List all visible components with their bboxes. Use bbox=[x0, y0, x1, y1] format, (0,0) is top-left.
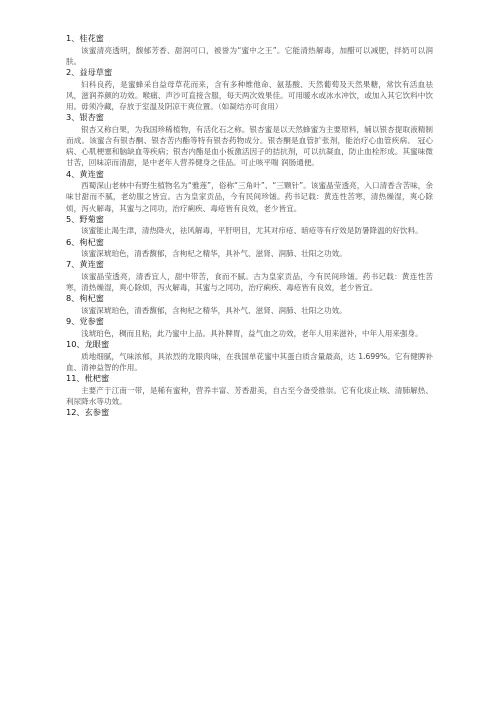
entry-title: 8、枸杞蜜 bbox=[66, 293, 104, 304]
entry-4 bbox=[66, 169, 433, 214]
entry-text: 该蜜深琥珀色，清香馥郁，含枸杞之精华，具补气、滋肾、润肺、壮阳之功效。 bbox=[81, 306, 347, 315]
entry-1 bbox=[66, 33, 433, 67]
entry-title: 1、桂花蜜 bbox=[66, 33, 104, 43]
entry-title: 2、益母草蜜 bbox=[66, 67, 113, 77]
entry-text: 妇科良药，是蜜蜂采自益母草花而来，含有多种维他命、氨基酸、天然葡萄及天然果糖，常饮有活血祛风，滋润养颜的功效。喉痛、声沙可直接含服，每天两次效果佳。可用暖水或冰水冲饮，或加入其它饮料中饮用。毋须冷藏，存放于室温及阴凉干爽位置。（如凝结亦可食用） bbox=[66, 79, 433, 111]
entry-text: 质地细腻，气味浓郁，具浓烈的龙眼肉味，在我国单花蜜中其蛋白质含量最高，达 1.699%。它有健脾补血、清神益智的作用。 bbox=[66, 351, 433, 372]
entry-5 bbox=[66, 214, 433, 237]
entry-title: 4、黄连蜜 bbox=[66, 168, 104, 179]
entry-title: 7、黄连蜜 bbox=[66, 259, 104, 270]
entry-12 bbox=[66, 407, 433, 419]
entry-6 bbox=[66, 237, 433, 260]
entry-text: 该蜜深琥珀色，清香馥郁，含枸杞之精华，具补气、滋肾、润肺、壮阳之功效。 bbox=[81, 249, 347, 259]
entry-text: 浅琥珀色，稠而且粘，此乃蜜中上品。具补脾胃，益气血之功效，老年人用来滋补，中年人用来强身。 bbox=[81, 328, 423, 338]
entry-11 bbox=[66, 373, 433, 407]
entry-9 bbox=[66, 316, 433, 339]
entry-text: 银杏又称白果，为我国珍稀植物，有活化石之称。银杏蜜是以天然蜂蜜为主要原料，辅以银杏提取液精制而成。该蜜含有银杏酮、银杏苦内酯等特有银杏药物成分。银杏酮是血管扩张剂，能治疗心血管疾病、 冠心病、心肌梗塞和脑缺血等疾病；银杏内酯是血小板激活因子的拮抗剂，可以抗凝血，防止血栓形成。其蜜味微甘苦，回味凉而清甜，是中老年人营养健身之佳品。可止咳平喘 润肠通便。 bbox=[66, 124, 433, 168]
entry-3 bbox=[66, 112, 433, 168]
entry-text: 主要产于江南一带，是稀有蜜种，营养丰富、芳香甜美，自古至今备受推崇。它有化痰止咳、清肺解热、利尿降水等功效。 bbox=[66, 385, 433, 406]
document-page bbox=[66, 33, 433, 419]
entry-7 bbox=[66, 259, 433, 293]
entry-text: 该蜜清亮透明，馥郁芳香、甜润可口，被誉为“蜜中之王”。它能清热解毒，加醋可以减肥，拌奶可以润肤。 bbox=[66, 45, 433, 66]
entry-title: 11、枇杷蜜 bbox=[66, 373, 110, 383]
entry-title: 5、野菊蜜 bbox=[66, 213, 104, 224]
entry-10 bbox=[66, 339, 433, 373]
entry-title: 12、玄参蜜 bbox=[66, 407, 110, 417]
entry-title: 9、党参蜜 bbox=[66, 316, 104, 327]
entry-title: 3、银杏蜜 bbox=[66, 112, 104, 123]
entry-2 bbox=[66, 67, 433, 112]
entry-title: 6、枸杞蜜 bbox=[66, 236, 104, 247]
entry-title: 10、龙眼蜜 bbox=[66, 339, 110, 349]
entry-text: 西蜀深山老林中有野生植物名为“雅莲”，俗称“三角叶”、“三颗针”。该蜜晶莹透亮，入口清香含苦味，余味甘甜而不腻，老幼服之皆宜。古为皇家贡品，今有民间珍馐。药书记载：黄连性苦寒，清热燥湿，爽心除烦，泻火解毒，其蜜与之同功，治疗痢疾、毒疮皆有良效，老少皆宜。 bbox=[66, 181, 433, 213]
entry-text: 该蜜能止渴生津，清热降火，祛风解毒，平肝明目，尤其对疖疮、暗疮等有疗效是防暑降温的好饮料。 bbox=[81, 226, 423, 236]
entry-8 bbox=[66, 293, 433, 316]
entry-text: 该蜜晶莹透亮，清香宜人，甜中带苦，食而不腻。古为皇家贡品，今有民间珍馐。药书记载：黄连性苦寒，清热燥湿，爽心除烦，泻火解毒，其蜜与之同功，治疗痢疾、毒疮皆有良效，老少皆宜。 bbox=[66, 272, 433, 293]
